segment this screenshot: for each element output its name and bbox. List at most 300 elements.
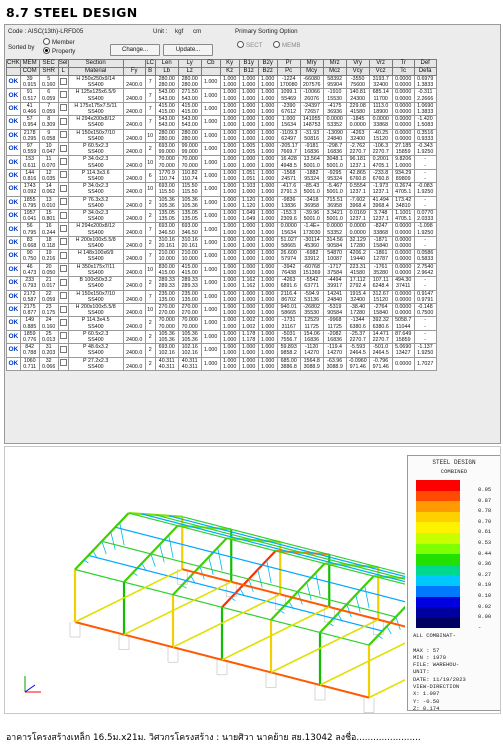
moment-y-cell [300, 89, 323, 102]
check-status-cell[interactable] [7, 330, 21, 343]
moment-z-cell [323, 116, 346, 129]
unbraced-length-bottom: 346.50 [181, 229, 198, 236]
length-cell [155, 344, 178, 357]
deflection-cell [414, 169, 436, 182]
select-checkbox[interactable] [60, 279, 67, 286]
select-cell[interactable] [58, 89, 68, 102]
k-factor-bottom: 1.000 [223, 243, 237, 250]
select-cell[interactable] [58, 236, 68, 249]
select-cell[interactable] [58, 357, 68, 370]
b1-factor-bottom: 1.051 [242, 176, 256, 183]
unbraced-length-bottom: 280.00 [181, 82, 198, 89]
lc-cell [145, 290, 155, 303]
member-ratio-top: 1957 [23, 210, 36, 217]
check-status-cell[interactable] [7, 344, 21, 357]
deflection-bottom: 1.7027 [417, 360, 434, 367]
column-header: Vrz [369, 60, 392, 68]
ly-cell [178, 169, 201, 182]
select-checkbox[interactable] [60, 238, 67, 245]
material-name: SS400 [87, 95, 104, 102]
b2-cell [258, 89, 277, 102]
deflection-top: - [424, 169, 427, 176]
fy-cell [123, 344, 145, 357]
k-factor-top: 1.000 [223, 290, 237, 297]
select-cell[interactable] [58, 330, 68, 343]
select-checkbox[interactable] [60, 78, 67, 85]
length-cell [155, 143, 178, 156]
moment-y-bottom: 16836 [304, 336, 320, 343]
unbraced-length-bottom: 70.000 [181, 162, 198, 169]
member-ratio-top: 144 [25, 169, 35, 176]
shear-y-top: -0.0960 [348, 357, 367, 364]
b2-factor-top: 1.000 [261, 330, 275, 337]
moment-z-bottom: 36958 [327, 202, 343, 209]
section-id-cell [39, 129, 58, 142]
shear-y-cell [346, 169, 369, 182]
moment-z-top: 3048.1 [326, 156, 343, 163]
axial-bottom: 13836 [281, 202, 297, 209]
torsion-cell [392, 183, 414, 196]
axial-top: 940.01 [280, 303, 297, 310]
column-subheader: SHR [39, 68, 58, 76]
unbraced-length-bottom: 289.33 [181, 283, 198, 290]
deflection-cell [414, 330, 436, 343]
torsion-top: 0.0000 [395, 290, 412, 297]
torsion-bottom: 4705.1 [395, 216, 412, 223]
material-name: SS400 [87, 189, 104, 196]
moment-z-cell [323, 183, 346, 196]
torsion-bottom: 0.0000 [395, 95, 412, 102]
ly-cell [178, 303, 201, 316]
axial-top: -1568 [281, 169, 296, 176]
check-status-cell[interactable] [7, 290, 21, 303]
select-checkbox[interactable] [60, 171, 67, 178]
torsion-bottom: 11044 [396, 323, 411, 330]
torsion-bottom: 4705.1 [395, 189, 412, 196]
select-checkbox[interactable] [60, 359, 67, 366]
k-factor-top: 1.000 [223, 317, 237, 324]
lc-cell [145, 102, 155, 115]
member-ratio-bottom: 0.793 [23, 283, 37, 290]
check-status-cell[interactable] [7, 236, 21, 249]
table-row[interactable] [7, 290, 437, 303]
member-ratio-bottom: 0.466 [23, 109, 37, 116]
table-row[interactable] [7, 116, 437, 129]
select-checkbox[interactable] [60, 185, 67, 192]
table-row[interactable] [7, 317, 437, 330]
torsion-cell [392, 263, 414, 276]
moment-z-bottom: 16836 [327, 149, 343, 156]
section-cell [68, 250, 123, 263]
moment-z-cell [323, 277, 346, 290]
fy-cell [123, 303, 145, 316]
fy-cell [123, 129, 145, 142]
select-checkbox[interactable] [60, 332, 67, 339]
b1-factor-bottom: 1.000 [242, 135, 256, 142]
unit-length: cm [193, 28, 202, 35]
axial-cell [277, 89, 300, 102]
b1-factor-top: 1.005 [242, 143, 256, 150]
member-ratio-top: 842 [25, 344, 35, 351]
yield-strength: 2400.0 [126, 256, 143, 263]
table-row[interactable] [7, 183, 437, 196]
check-status-cell[interactable] [7, 143, 21, 156]
member-cell [20, 303, 39, 316]
shear-z-cell [369, 143, 392, 156]
b1-factor-bottom: 1.162 [242, 283, 256, 290]
check-status-cell[interactable] [7, 169, 21, 182]
check-status-cell[interactable] [7, 357, 21, 370]
material-name: SS400 [87, 256, 104, 263]
moment-y-cell [300, 303, 323, 316]
shear-z-top: 685.14 [372, 89, 389, 96]
check-status-cell[interactable] [7, 183, 21, 196]
length-top: 280.00 [158, 129, 175, 136]
length-bottom: 10.000 [158, 256, 175, 263]
ly-cell [178, 116, 201, 129]
material-name: SS400 [87, 363, 104, 370]
check-status-cell[interactable] [7, 277, 21, 290]
table-row[interactable] [7, 102, 437, 115]
truss-web [387, 626, 391, 634]
column-header: Sel [58, 60, 68, 66]
radio-property[interactable] [43, 48, 75, 55]
select-cell[interactable] [58, 317, 68, 330]
select-cell[interactable] [58, 344, 68, 357]
select-checkbox[interactable] [60, 306, 67, 313]
member-ratio-top: 1859 [23, 330, 36, 337]
table-row[interactable] [7, 303, 437, 316]
b1-factor-bottom: 1.000 [242, 189, 256, 196]
section-name: P 60.5x2.3 [83, 330, 109, 337]
unbraced-length-top: 102.16 [181, 344, 198, 351]
select-checkbox[interactable] [60, 131, 67, 138]
check-status-cell[interactable] [7, 317, 21, 330]
length-bottom: 280.00 [158, 135, 175, 142]
select-cell[interactable] [58, 223, 68, 236]
check-status-cell[interactable] [7, 250, 21, 263]
select-cell[interactable] [58, 76, 68, 89]
column-header: Section [68, 60, 123, 68]
select-cell[interactable] [58, 263, 68, 276]
table-row[interactable] [7, 196, 437, 209]
b2-factor-top: 1.000 [261, 210, 275, 217]
select-cell[interactable] [58, 156, 68, 169]
deflection-bottom: 0.9333 [417, 135, 434, 142]
b2-factor-top: 1.000 [261, 277, 275, 284]
check-status-cell[interactable] [7, 210, 21, 223]
section-id-cell [39, 196, 58, 209]
color-legend [407, 455, 501, 711]
truss-web [307, 582, 311, 600]
table-row[interactable] [7, 357, 437, 370]
column-subheader: L [58, 68, 68, 76]
section-ratio-top: 6 [47, 89, 51, 96]
moment-z-cell [323, 143, 346, 156]
ly-cell [178, 223, 201, 236]
length-top: 415.00 [158, 102, 175, 109]
length-top: 543.00 [158, 116, 175, 123]
select-checkbox[interactable] [60, 252, 67, 259]
deflection-bottom: 0.7500 [417, 310, 434, 317]
table-row[interactable] [7, 250, 437, 263]
column-header: LC [146, 60, 154, 66]
deflection-bottom: 0.9791 [417, 296, 434, 303]
moment-z-bottom: 24840 [327, 135, 343, 142]
moment-z-top: -63.96 [327, 357, 343, 364]
length-top: 543.00 [158, 89, 175, 96]
b1-cell [239, 196, 258, 209]
legend-value: 0.61 [478, 528, 492, 536]
select-cell[interactable] [58, 129, 68, 142]
shear-z-bottom: 32400 [373, 82, 389, 89]
table-row[interactable] [7, 223, 437, 236]
change-button[interactable]: Change... [110, 44, 160, 56]
torsion-cell [392, 89, 414, 102]
table-row[interactable] [7, 236, 437, 249]
deflection-top: 2.7540 [417, 263, 434, 270]
length-bottom: 102.16 [158, 350, 175, 357]
select-checkbox[interactable] [60, 118, 67, 125]
fy-cell [123, 277, 145, 290]
check-status-cell[interactable] [7, 76, 21, 89]
b1-factor-top: 1.000 [242, 223, 256, 230]
ly-cell [178, 236, 201, 249]
section-id-cell [39, 210, 58, 223]
select-cell[interactable] [58, 116, 68, 129]
truss-web [267, 560, 271, 583]
b1-factor-bottom: 1.005 [242, 149, 256, 156]
lc-cell [145, 330, 155, 343]
fy-cell [123, 317, 145, 330]
select-checkbox[interactable] [60, 91, 67, 98]
section-name: H 350x175x7/11 [76, 263, 115, 270]
deflection-cell [414, 317, 436, 330]
shear-y-cell [346, 344, 369, 357]
select-cell[interactable] [58, 143, 68, 156]
material-name: SS400 [87, 162, 104, 169]
check-status-cell[interactable] [7, 223, 21, 236]
select-checkbox[interactable] [60, 104, 67, 111]
b2-cell [258, 76, 277, 89]
shear-y-cell [346, 290, 369, 303]
deflection-cell [414, 236, 436, 249]
radio-memb[interactable] [273, 42, 301, 49]
axial-cell [277, 290, 300, 303]
shear-z-cell [369, 357, 392, 370]
b1-factor-bottom: 1.120 [242, 202, 256, 209]
check-status-cell[interactable] [7, 129, 21, 142]
legend-swatch [416, 575, 460, 586]
material-name: SS400 [87, 336, 104, 343]
select-cell[interactable] [58, 290, 68, 303]
section-ratio-bottom: 0.160 [42, 82, 56, 89]
length-bottom: 105.36 [158, 202, 175, 209]
torsion-top: 87.649 [395, 330, 412, 337]
select-checkbox[interactable] [60, 145, 67, 152]
steel-design-3d-view[interactable] [4, 446, 501, 714]
axial-top: 59.893 [280, 344, 297, 351]
member-ratio-top: 233 [25, 277, 35, 284]
select-checkbox[interactable] [60, 346, 67, 353]
table-row[interactable] [7, 129, 437, 142]
check-status-cell[interactable] [7, 89, 21, 102]
select-cell[interactable] [58, 277, 68, 290]
moment-y-bottom: 50816 [304, 135, 320, 142]
table-row[interactable] [7, 143, 437, 156]
b1-factor-top: 1.000 [242, 116, 256, 123]
k-factor-bottom: 1.000 [223, 283, 237, 290]
b1-factor-bottom: 1.000 [242, 310, 256, 317]
moment-y-top: -9181 [304, 143, 319, 150]
torsion-bottom: 0.0000 [395, 360, 412, 367]
shear-z-top: 41.494 [372, 196, 389, 203]
table-row[interactable] [7, 344, 437, 357]
member-cell [20, 156, 39, 169]
select-checkbox[interactable] [60, 158, 67, 165]
material-name: SS400 [87, 283, 104, 290]
fy-cell [123, 156, 145, 169]
axial-top: 51.027 [280, 236, 297, 243]
unbraced-length-top: 280.00 [181, 129, 198, 136]
shear-y-cell [346, 129, 369, 142]
table-row[interactable] [7, 330, 437, 343]
length-top: 40.311 [158, 357, 175, 364]
b1-factor-bottom: 1.000 [242, 229, 256, 236]
radio-member[interactable] [43, 39, 75, 46]
update-button[interactable]: Update... [163, 44, 213, 56]
section-ratio-bottom: 0.035 [42, 176, 56, 183]
lc-cell [145, 344, 155, 357]
load-combination: 7 [148, 92, 152, 99]
k-cell [220, 236, 239, 249]
shear-z-bottom: 6760.8 [372, 176, 389, 183]
table-row[interactable] [7, 89, 437, 102]
truss-web [365, 586, 369, 609]
table-row[interactable] [7, 210, 437, 223]
legend-info: ALL COMBINAT- MAX : 57 MIN : 1970 FILE: WAREHOU- UNIT: DATE: 11/19/2023 VIEW-DIRECTION X: 1.007 Y: -0.50 Z: 0.174 [413, 632, 466, 712]
check-status-cell[interactable] [7, 102, 21, 115]
axial-bottom: 57974 [281, 256, 297, 263]
select-checkbox[interactable] [60, 265, 67, 272]
section-name: P 48.6x3.2 [83, 344, 109, 351]
b2-factor-top: 1.000 [261, 303, 275, 310]
check-status-cell[interactable] [7, 116, 21, 129]
b1-factor-top: 1.000 [242, 344, 256, 351]
shear-z-bottom: 2270.7 [372, 336, 389, 343]
check-status: OK [8, 306, 19, 313]
torsion-cell [392, 169, 414, 182]
check-status: OK [8, 91, 19, 99]
section-ratio-top: 11 [45, 156, 52, 163]
cb-value: 1.000 [204, 280, 218, 287]
select-cell[interactable] [58, 102, 68, 115]
deflection-bottom: 1.9250 [417, 149, 434, 156]
deflection-cell [414, 89, 436, 102]
unbraced-length-bottom: 115.50 [181, 189, 198, 196]
cb-cell [201, 143, 220, 156]
deflection-top: -1.098 [417, 223, 433, 230]
select-checkbox[interactable] [60, 225, 67, 232]
check-status-cell[interactable] [7, 196, 21, 209]
table-row[interactable] [7, 263, 437, 276]
table-row[interactable] [7, 156, 437, 169]
table-row[interactable] [7, 277, 437, 290]
torsion-bottom: 89809 [395, 176, 411, 183]
select-cell[interactable] [58, 210, 68, 223]
k-cell [220, 330, 239, 343]
check-status-cell[interactable] [7, 303, 21, 316]
moment-z-bottom: 24840 [327, 296, 343, 303]
select-checkbox[interactable] [60, 212, 67, 219]
check-status-cell[interactable] [7, 263, 21, 276]
length-cell [155, 330, 178, 343]
member-ratio-bottom: 0.954 [23, 122, 37, 129]
shear-z-cell [369, 183, 392, 196]
radio-sect-dot [237, 41, 244, 48]
check-status: OK [8, 145, 19, 153]
check-status: OK [8, 238, 19, 246]
section-cell [68, 330, 123, 343]
unbraced-length-top: 210.00 [181, 250, 198, 257]
column-subheader: B2z [258, 68, 277, 76]
deflection-top: - [424, 196, 427, 203]
length-top: 693.00 [158, 183, 175, 190]
k-cell [220, 196, 239, 209]
section-id-cell [39, 89, 58, 102]
select-cell[interactable] [58, 303, 68, 316]
b2-cell [258, 156, 277, 169]
select-cell[interactable] [58, 250, 68, 263]
shear-y-top: 42.865 [349, 169, 366, 176]
select-cell[interactable] [58, 169, 68, 182]
table-row[interactable] [7, 169, 437, 182]
unbraced-length-top: 270.00 [181, 303, 198, 310]
unbraced-length-bottom: 10.000 [181, 256, 198, 263]
section-id-cell [39, 330, 58, 343]
section-cell [68, 263, 123, 276]
select-cell[interactable] [58, 196, 68, 209]
section-ratio-bottom: 0.203 [42, 350, 56, 357]
torsion-cell [392, 143, 414, 156]
torsion-top: 0.0000 [395, 223, 412, 230]
table-row[interactable] [7, 76, 437, 89]
radio-sect[interactable] [237, 42, 263, 49]
check-status: OK [8, 185, 19, 193]
select-checkbox[interactable] [60, 319, 67, 326]
section-cell [68, 196, 123, 209]
select-checkbox[interactable] [60, 198, 67, 205]
section-ratio-top: 23 [45, 303, 52, 310]
shear-z-cell [369, 330, 392, 343]
moment-y-bottom: 11725 [304, 323, 319, 330]
section-ratio-top: 18 [45, 236, 52, 243]
length-bottom: 270.00 [158, 310, 175, 317]
select-checkbox[interactable] [60, 292, 67, 299]
load-combination: 2 [148, 239, 152, 246]
k-factor-top: 1.000 [223, 143, 237, 150]
section-ratio-bottom: 0.013 [42, 336, 56, 343]
unbraced-length-bottom: 135.00 [181, 296, 198, 303]
b2-factor-top: 1.000 [261, 183, 275, 190]
shear-z-top: 1113.0 [372, 102, 389, 109]
check-status-cell[interactable] [7, 156, 21, 169]
select-cell[interactable] [58, 183, 68, 196]
unbraced-length-bottom: 415.00 [181, 269, 198, 276]
member-ratio-top: 1743 [23, 183, 36, 190]
load-combination: 7 [148, 105, 152, 112]
k-cell [220, 116, 239, 129]
